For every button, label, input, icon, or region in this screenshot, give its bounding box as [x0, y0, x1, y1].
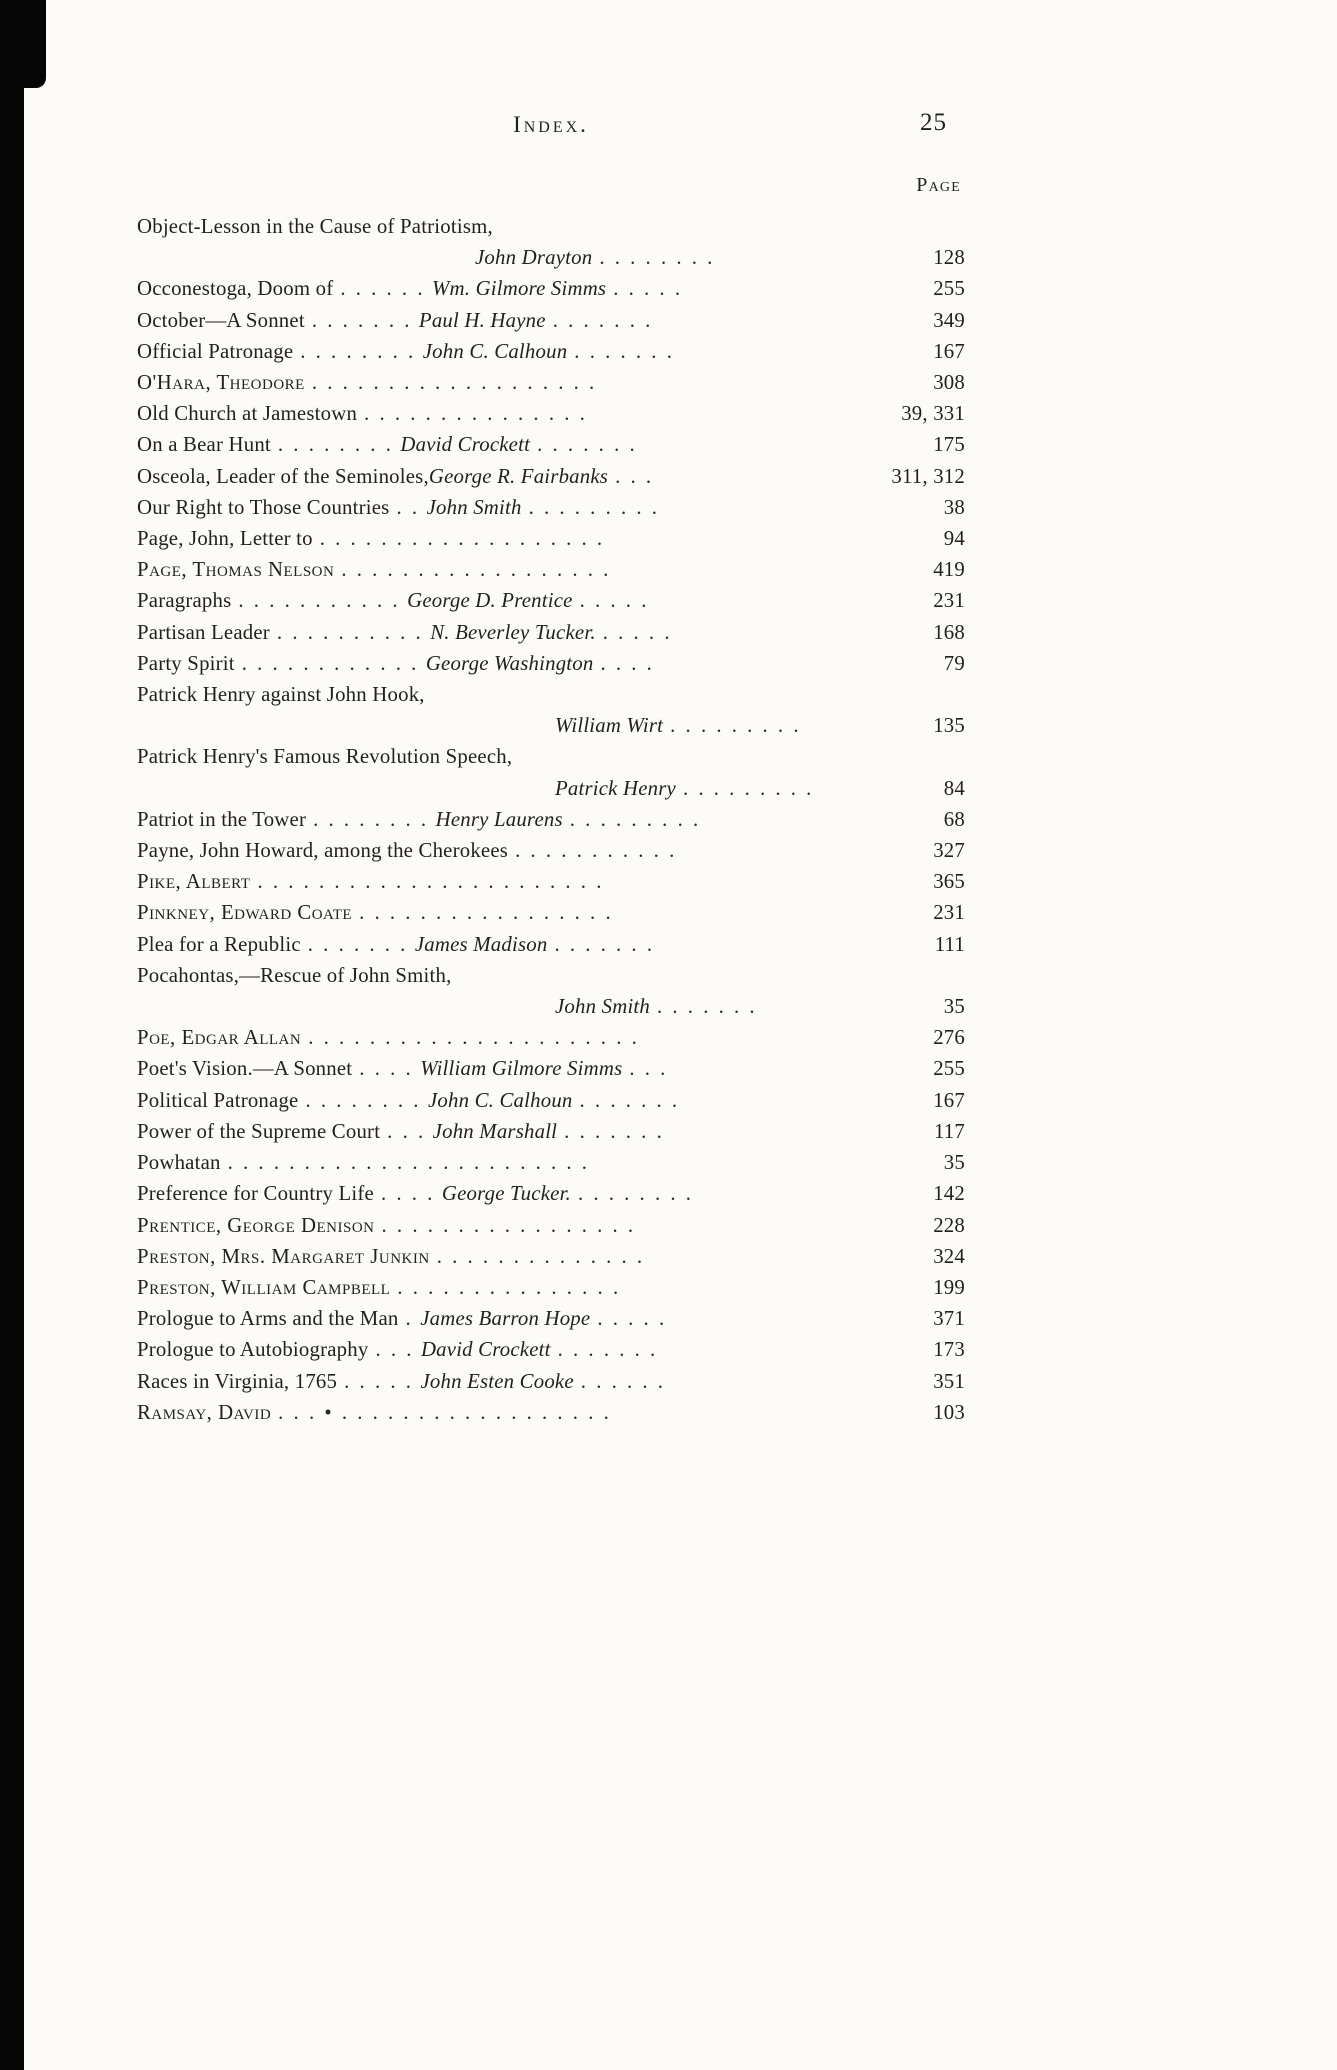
dot-leader: . . . . . . . [311, 308, 412, 332]
entry-title: Preston, William Campbell [137, 1275, 391, 1299]
dot-leader: . . . . . . . . . [528, 495, 660, 519]
index-entry [137, 929, 965, 960]
entry-text [137, 1241, 652, 1272]
entry-text [137, 367, 604, 398]
entry-page-ref: 324 [933, 1244, 965, 1268]
dot-leader: . . . . . . . . . . . . . . . . . . . [311, 371, 597, 395]
entry-page-ref: 103 [933, 1400, 965, 1424]
entry-page-ref: 38 [943, 495, 965, 519]
entry-page-ref: 128 [933, 246, 965, 270]
entry-title: O'Hara, Theodore [137, 371, 305, 395]
entry-page-ref: 167 [933, 1088, 965, 1112]
entry-page-ref: 199 [933, 1275, 965, 1299]
entry-author: John Drayton [475, 246, 593, 270]
entry-text [137, 336, 681, 367]
entry-text [137, 211, 493, 242]
entry-title: Prologue to Autobiography [137, 1338, 369, 1362]
entry-text [137, 1366, 673, 1397]
index-entry [137, 1210, 965, 1241]
entry-text [137, 835, 684, 866]
entry-page-ref: 349 [933, 308, 965, 332]
entry-page-ref: 142 [933, 1182, 965, 1206]
entry-text [137, 741, 512, 772]
dot-leader: . . . . . . . [552, 308, 653, 332]
entry-page-ref: 228 [933, 1213, 965, 1237]
entry-text [137, 554, 618, 585]
entry-page-ref: 175 [933, 433, 965, 457]
entry-page-ref: 231 [933, 589, 965, 613]
entry-text [137, 492, 666, 523]
entry-author: George D. Prentice [407, 589, 573, 613]
entry-title: Payne, John Howard, among the Cherokees [137, 839, 509, 863]
entry-title: Partisan Leader [137, 620, 270, 644]
entry-author: George R. Fairbanks [428, 464, 609, 488]
index-entry [137, 1116, 965, 1147]
entry-text [137, 1397, 618, 1428]
index-entry-first-line [137, 741, 965, 772]
entry-page-ref: 351 [933, 1369, 965, 1393]
entry-title: Old Church at Jamestown [137, 402, 358, 426]
entry-author: N. Beverley Tucker. [430, 620, 596, 644]
entry-page-ref: 419 [933, 558, 965, 582]
dot-leader: . . . . . . . [579, 1088, 680, 1112]
index-entry-continuation [137, 991, 965, 1022]
entry-title: Page, John, Letter to [137, 527, 313, 551]
dot-leader: . . . . . . . . . [569, 807, 701, 831]
index-entry [137, 1053, 965, 1084]
entry-title: Official Patronage [137, 339, 294, 363]
entry-page-ref: 168 [933, 620, 965, 644]
index-entry-first-line [137, 960, 965, 991]
entry-title: Political Patronage [137, 1088, 299, 1112]
dot-leader: . . . . . . . [657, 995, 758, 1019]
dot-leader: . . . . . . . . . . . . . . . . . . [341, 558, 611, 582]
entry-text [137, 679, 425, 710]
dot-leader: . . . . . . . [307, 932, 408, 956]
entry-author: John Marshall [432, 1119, 558, 1143]
entry-page-ref: 371 [933, 1307, 965, 1331]
index-entry [137, 1147, 965, 1178]
entry-text [137, 960, 451, 991]
entry-page-ref: 68 [943, 807, 965, 831]
entry-page-ref: 117 [933, 1119, 965, 1143]
entry-page-ref: 311, 312 [891, 464, 965, 488]
dot-leader: . . . . . [613, 277, 683, 301]
entry-text [137, 305, 660, 336]
entry-page-ref: 94 [943, 527, 965, 551]
dot-leader: . . . . . . . . [313, 807, 429, 831]
entry-text [137, 804, 708, 835]
entry-text [137, 242, 722, 273]
entry-page-ref: 365 [933, 870, 965, 894]
dot-leader: . [405, 1307, 414, 1331]
entry-text [137, 398, 594, 429]
entry-page-ref: 79 [943, 651, 965, 675]
index-entry-first-line [137, 679, 965, 710]
index-entry [137, 1085, 965, 1116]
dot-leader: . . . . . [602, 620, 673, 644]
index-entry [137, 1178, 965, 1209]
entry-author: David Crockett [420, 1338, 551, 1362]
entry-title: Poet's Vision.—A Sonnet [137, 1057, 353, 1081]
entry-page-ref: 39, 331 [901, 402, 965, 426]
dot-leader: . . . [629, 1057, 668, 1081]
dot-leader: . . . . . [579, 589, 649, 613]
entry-title: Preference for Country Life [137, 1182, 374, 1206]
entry-title: Pinkney, Edward Coate [137, 901, 353, 925]
entry-text [137, 1053, 675, 1084]
entry-text [137, 1116, 671, 1147]
dot-leader: . . . . . . . . . . . . . . . . . . . . . . . . [227, 1151, 590, 1175]
entry-title: Osceola, Leader of the Seminoles, [137, 464, 429, 488]
entry-author: James Barron Hope [420, 1307, 591, 1331]
entry-title: Plea for a Republic [137, 932, 301, 956]
entry-text [137, 1303, 674, 1334]
entry-text [137, 929, 662, 960]
entry-text [137, 897, 620, 928]
entry-author: William Gilmore Simms [420, 1057, 623, 1081]
entry-title: Poe, Edgar Allan [137, 1026, 302, 1050]
entry-title: On a Bear Hunt [137, 433, 271, 457]
dot-leader: . . . . . . . . . . . . . . . [364, 402, 588, 426]
page-content [137, 109, 965, 1428]
entry-title: Prologue to Arms and the Man [137, 1307, 399, 1331]
dot-leader: . . . . . . . . . . . . . . . . . . . . . . . [257, 870, 604, 894]
page-title: Index. [513, 112, 589, 137]
entry-title: Patriot in the Tower [137, 807, 307, 831]
dot-leader: . . . . . . . . . . . . . . . . . . . [319, 527, 605, 551]
index-entry-continuation [137, 773, 965, 804]
dot-leader: . . . . [359, 1057, 414, 1081]
index-entry [137, 1272, 965, 1303]
dot-leader: . . . [387, 1119, 426, 1143]
dot-leader: . . . . . . . [554, 932, 655, 956]
entry-title: Pike, Albert [137, 870, 251, 894]
scan-corner-artifact [0, 0, 46, 88]
entry-page-ref: 173 [933, 1338, 965, 1362]
dot-leader: . . . . . [597, 1307, 667, 1331]
entry-page-ref: 255 [933, 277, 965, 301]
entry-author: Henry Laurens [435, 807, 563, 831]
dot-leader: . . . . [380, 1182, 435, 1206]
page-column-label: Page [916, 174, 961, 196]
dot-leader: . . [396, 495, 420, 519]
entry-title: Patrick Henry against John Hook, [137, 683, 425, 707]
dot-leader: . . . . . . . . . . . . . . . . . . . . . . [308, 1026, 640, 1050]
entry-author: John Esten Cooke [420, 1369, 574, 1393]
dot-leader: . . . [615, 464, 654, 488]
dot-leader: . . . . [600, 651, 655, 675]
scan-edge-artifact [0, 0, 24, 2070]
entry-author: Wm. Gilmore Simms [432, 277, 607, 301]
index-entry [137, 461, 965, 492]
entry-text [137, 1272, 628, 1303]
index-entry [137, 1334, 965, 1365]
index-entry [137, 1303, 965, 1334]
index-entry [137, 585, 965, 616]
entry-page-ref: 167 [933, 339, 965, 363]
index-entry [137, 305, 965, 336]
dot-leader: . . . . . [344, 1369, 414, 1393]
entry-title: Pocahontas,—Rescue of John Smith, [137, 963, 452, 987]
entry-text [137, 617, 679, 648]
entry-author: John Smith [426, 495, 522, 519]
entry-title: Patrick Henry's Famous Revolution Speech, [137, 745, 513, 769]
entry-author: James Madison [414, 932, 548, 956]
index-entry [137, 866, 965, 897]
entry-text [137, 585, 656, 616]
entry-text [137, 648, 661, 679]
index-entry [137, 336, 965, 367]
index-entry [137, 273, 965, 304]
entry-page-ref: 231 [933, 901, 965, 925]
entry-text [137, 866, 611, 897]
entry-title: Object-Lesson in the Cause of Patriotism, [137, 215, 493, 238]
dot-leader: . . . . . . . . . . . . . . [436, 1244, 645, 1268]
entry-author: John C. Calhoun [427, 1088, 573, 1112]
index-entry-continuation [137, 242, 965, 273]
entry-text [137, 773, 821, 804]
entry-text [137, 1178, 700, 1209]
entry-text [137, 461, 661, 492]
index-entry [137, 492, 965, 523]
page-number: 25 [920, 109, 947, 136]
dot-leader: . . . . . . . . [277, 433, 394, 457]
entry-author: Paul H. Hayne [418, 308, 546, 332]
index-entry-continuation [137, 710, 965, 741]
entry-author: John Smith [555, 995, 650, 1019]
dot-leader: . . . . . . . . . . . . . . . [397, 1275, 621, 1299]
entry-author: David Crockett [400, 433, 531, 457]
dot-leader: . . . . . . . [574, 339, 675, 363]
entry-author: Patrick Henry [555, 776, 676, 800]
entry-page-ref: 255 [933, 1057, 965, 1081]
index-entry [137, 554, 965, 585]
entry-page-ref: 327 [933, 839, 965, 863]
index-entry [137, 1366, 965, 1397]
dot-leader: . . . . . . . . [300, 339, 416, 363]
entry-title: Ramsay, David [137, 1400, 272, 1424]
dot-leader: . . . . . . . . [599, 246, 715, 270]
dot-leader: . . . . . . . . . . . [515, 839, 677, 863]
index-entry [137, 804, 965, 835]
dot-leader: . . . . . . . . . . . . . . . . . [359, 901, 614, 925]
entry-author: William Wirt [555, 714, 664, 738]
entry-page-ref: 35 [943, 1151, 965, 1175]
entry-page-ref: 135 [933, 714, 965, 738]
entry-page-ref: 276 [933, 1026, 965, 1050]
entry-title: Races in Virginia, 1765 [137, 1369, 338, 1393]
index-entry-first-line [137, 211, 965, 242]
index-entry [137, 897, 965, 928]
dot-leader: . . . . . . . . . . . [238, 589, 401, 613]
entry-title: Our Right to Those Countries [137, 495, 390, 519]
dot-leader: . . . . . . . . . [670, 714, 802, 738]
index-entry [137, 367, 965, 398]
dot-leader: . . . . . . . . . . . . [241, 651, 419, 675]
entry-page-ref: 35 [943, 995, 965, 1019]
entry-author: George Tucker. [441, 1182, 571, 1206]
entry-title: Preston, Mrs. Margaret Junkin [137, 1244, 430, 1268]
entry-title: Party Spirit [137, 651, 235, 675]
index-entry [137, 429, 965, 460]
index-entry [137, 398, 965, 429]
entry-author: George Washington [425, 651, 594, 675]
dot-leader: . . . . . . . . [577, 1182, 694, 1206]
entry-text [137, 1210, 643, 1241]
dot-leader: . . . . . . . [564, 1119, 665, 1143]
entry-text [137, 991, 764, 1022]
index-entries [137, 211, 965, 1428]
dot-leader: . . . . . . . [537, 433, 638, 457]
entry-text [137, 1022, 646, 1053]
entry-title: Powhatan [137, 1151, 221, 1175]
entry-title: Occonestoga, Doom of [137, 277, 334, 301]
entry-title: Prentice, George Denison [137, 1213, 375, 1237]
entry-title: Paragraphs [137, 589, 232, 613]
entry-page-ref: 84 [943, 776, 965, 800]
running-head [137, 109, 965, 144]
index-entry [137, 835, 965, 866]
index-entry [137, 617, 965, 648]
dot-leader: . . . [375, 1338, 414, 1362]
entry-author: John C. Calhoun [422, 339, 568, 363]
index-entry [137, 648, 965, 679]
entry-text [137, 1334, 665, 1365]
entry-text [137, 710, 808, 741]
dot-leader: . . . . . . . . . . [276, 620, 424, 644]
dot-leader: . . . . . . . . . . . . . . . . . [381, 1213, 636, 1237]
entry-page-ref: 308 [933, 371, 965, 395]
dot-leader: . . . • . . . . . . . . . . . . . . . . . . [278, 1400, 612, 1424]
dot-leader: . . . . . . [340, 277, 426, 301]
entry-title: Page, Thomas Nelson [137, 558, 335, 582]
index-entry [137, 1022, 965, 1053]
entry-text [137, 273, 690, 304]
dot-leader: . . . . . . . . . [682, 776, 814, 800]
index-entry [137, 1241, 965, 1272]
dot-leader: . . . . . . . . [305, 1088, 421, 1112]
dot-leader: . . . . . . [580, 1369, 666, 1393]
entry-text [137, 429, 644, 460]
entry-text [137, 1085, 687, 1116]
entry-title: Power of the Supreme Court [137, 1119, 381, 1143]
index-entry [137, 523, 965, 554]
entry-text [137, 523, 612, 554]
index-entry [137, 1397, 965, 1428]
entry-title: October—A Sonnet [137, 308, 305, 332]
entry-text [137, 1147, 597, 1178]
dot-leader: . . . . . . . [557, 1338, 658, 1362]
entry-page-ref: 111 [934, 932, 965, 956]
